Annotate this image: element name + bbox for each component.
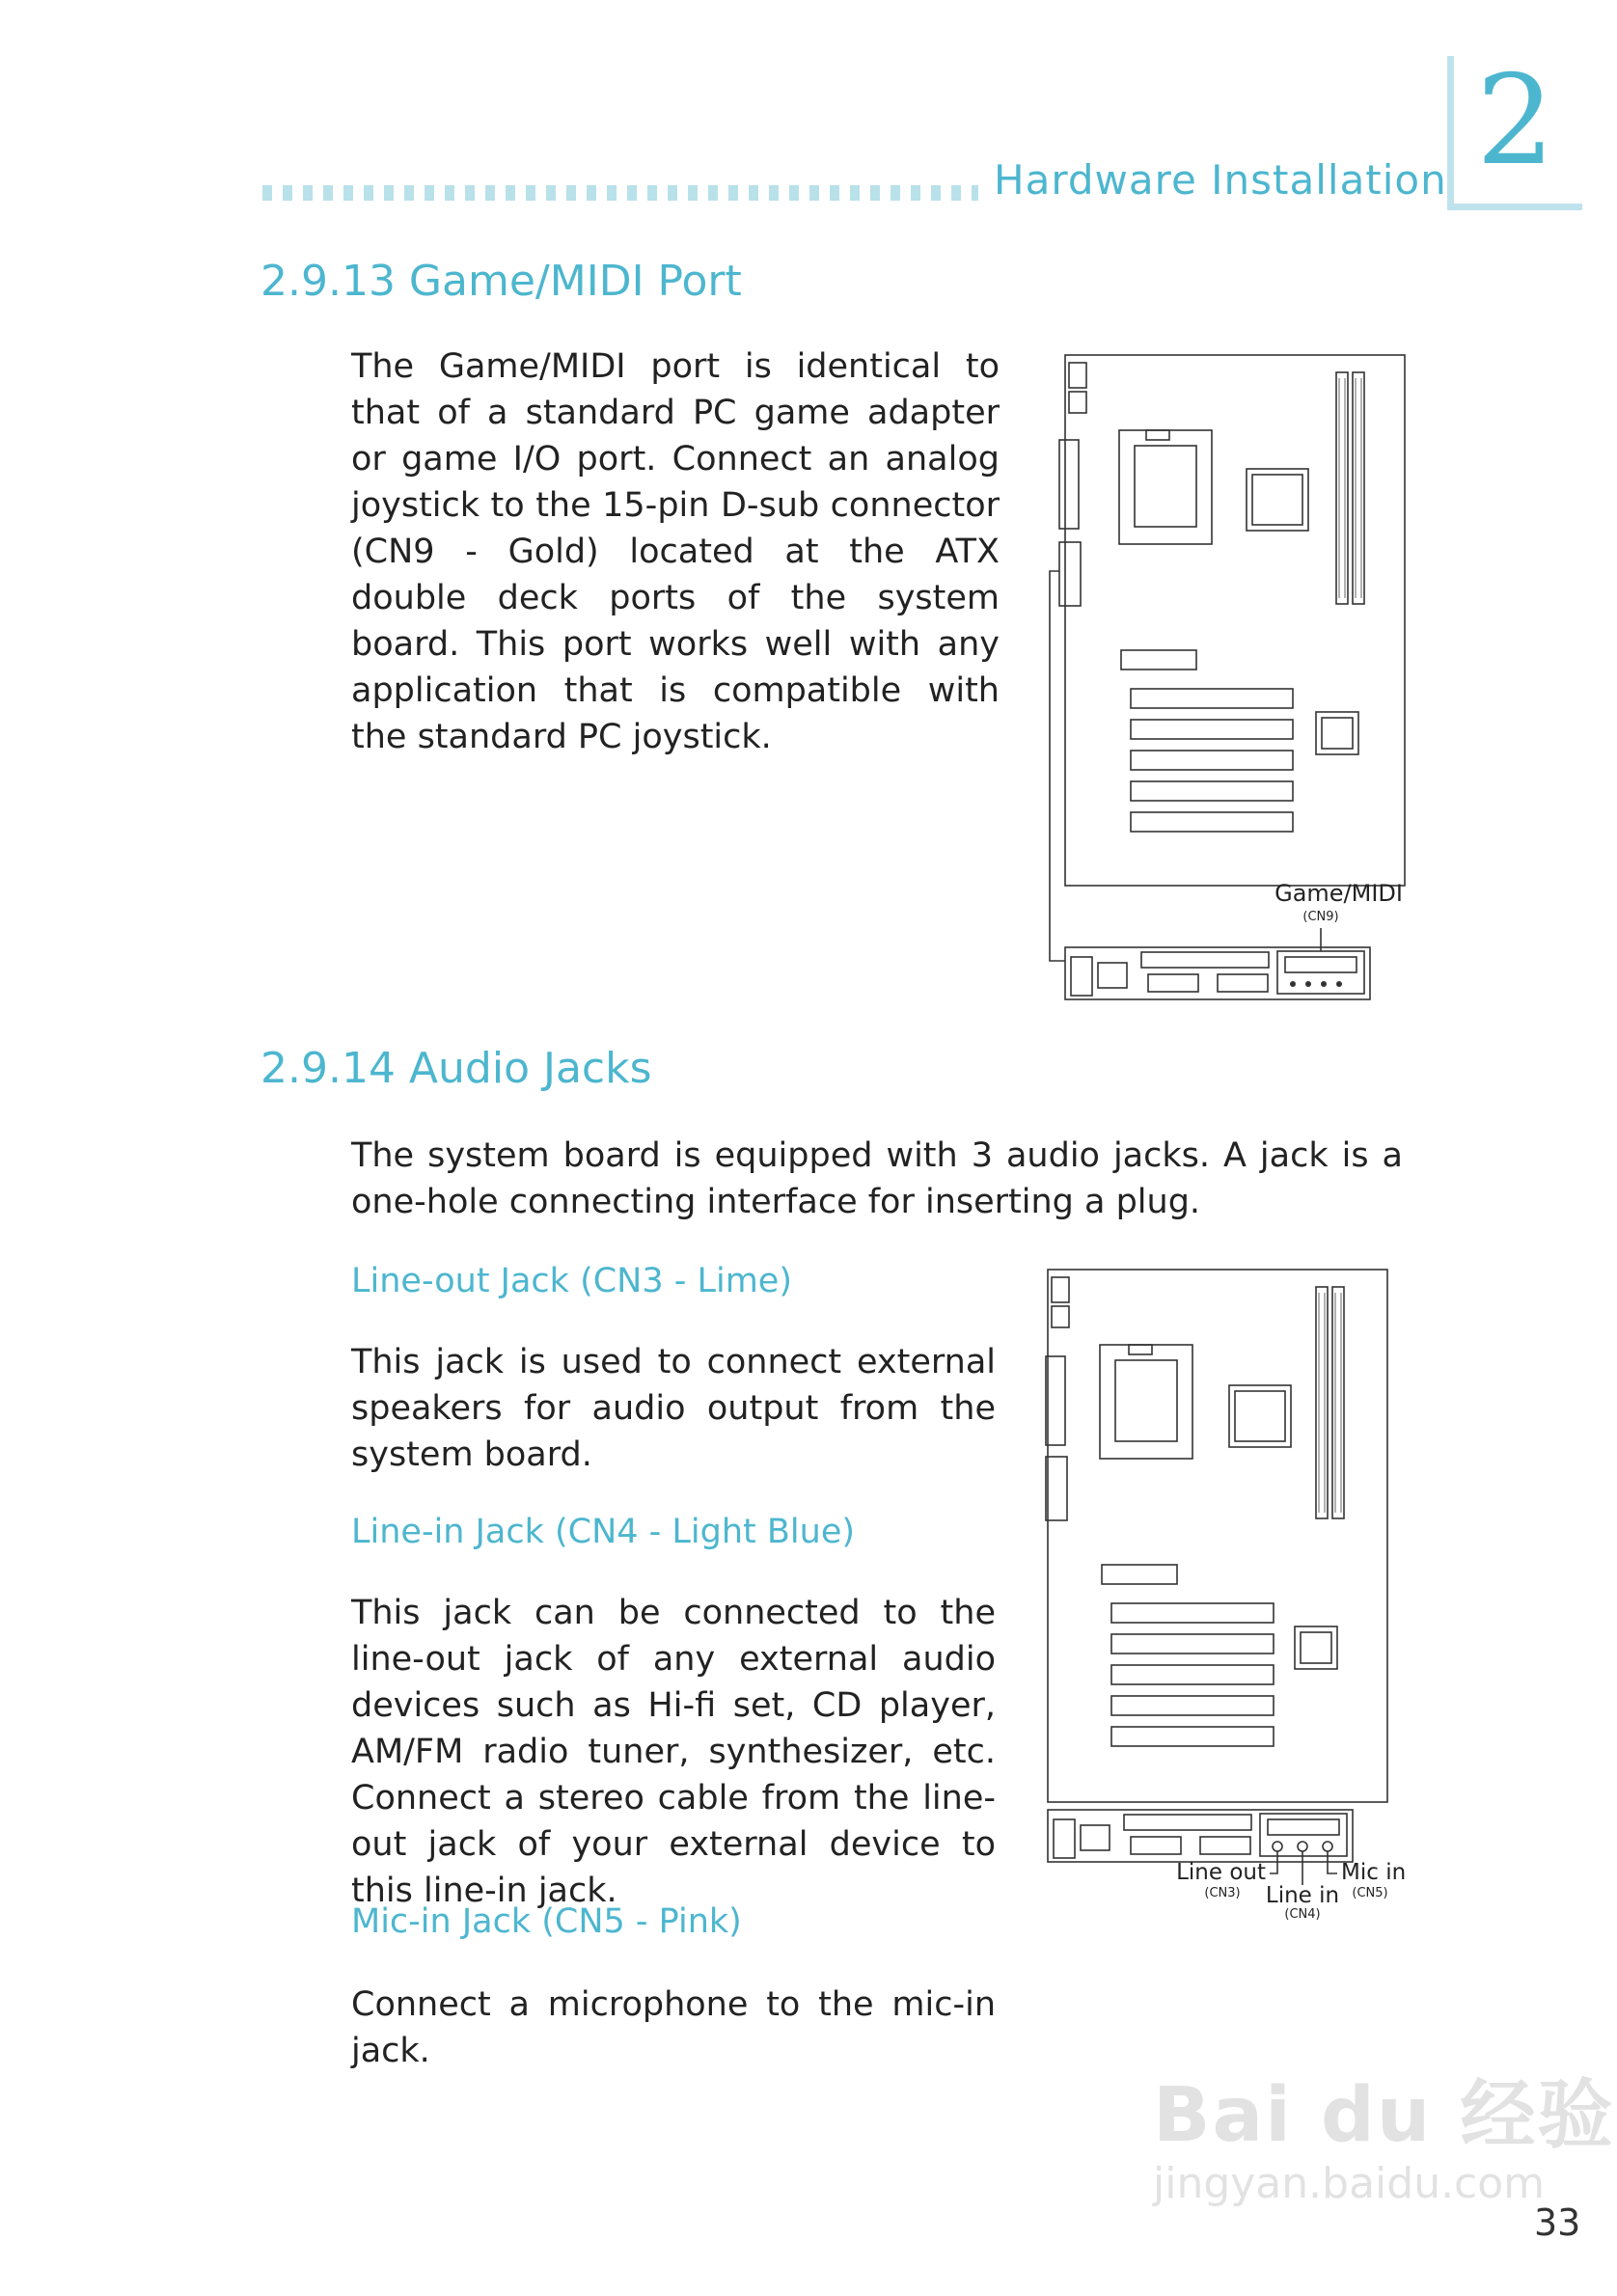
- audio-jacks-paragraph: The system board is equipped with 3 audio jacks. A jack is a one-hole connecting interface for inserting a plug.: [351, 1136, 1403, 1221]
- header-dotted-rule: [262, 185, 978, 201]
- line-out-label: Line out: [1176, 1860, 1266, 1885]
- mic-in-paragraph: Connect a microphone to the mic-in jack.: [351, 1985, 996, 2070]
- mic-in-label: Mic in: [1341, 1860, 1407, 1885]
- section-heading-audio-jacks: 2.9.14 Audio Jacks: [260, 1044, 652, 1093]
- watermark-logo: Bai du 经验: [1153, 2072, 1615, 2159]
- line-in-paragraph: This jack can be connected to the line-out jack of any external audio devices such as Hi-fi set, CD player, AM/FM radio tuner, synthesizer, etc. Connect a stereo cable from the line-out jack of your external device to this line-in jack.: [351, 1594, 996, 1910]
- line-in-connector-label: (CN4): [1284, 1907, 1321, 1922]
- header-section-title: Hardware Installation: [994, 156, 1447, 204]
- game-midi-paragraph: The Game/MIDI port is identical to that of a standard PC game adapter or game I/O port. Connect an analog joystick to the 15-pin D-sub connector (CN9 - Gold) located at the ATX double deck ports of the system board. This port works well with any application that is compatible with the standard PC joystick.: [351, 347, 1000, 756]
- page-number: 33: [1534, 2201, 1581, 2244]
- game-midi-connector-label: (CN9): [1302, 910, 1339, 924]
- chapter-tab-vertical-line: [1447, 56, 1454, 210]
- mic-in-heading: Mic-in Jack (CN5 - Pink): [351, 1902, 742, 1941]
- board-diagram-game-midi: [1042, 353, 1418, 1005]
- chapter-number: 2: [1476, 49, 1555, 193]
- line-out-paragraph: This jack is used to connect external speakers for audio output from the system board.: [351, 1343, 996, 1474]
- line-out-heading: Line-out Jack (CN3 - Lime): [351, 1262, 792, 1300]
- watermark-url: jingyan.baidu.com: [1153, 2159, 1546, 2208]
- line-in-heading: Line-in Jack (CN4 - Light Blue): [351, 1513, 856, 1551]
- line-in-label: Line in: [1265, 1883, 1340, 1908]
- section-heading-game-midi: 2.9.13 Game/MIDI Port: [260, 257, 742, 306]
- chapter-tab-horizontal-line: [1447, 204, 1582, 210]
- line-out-connector-label: (CN3): [1204, 1886, 1241, 1900]
- board-diagram-audio-jacks: [1042, 1268, 1428, 1939]
- mic-in-connector-label: (CN5): [1352, 1886, 1388, 1900]
- game-midi-label: Game/MIDI: [1274, 880, 1403, 907]
